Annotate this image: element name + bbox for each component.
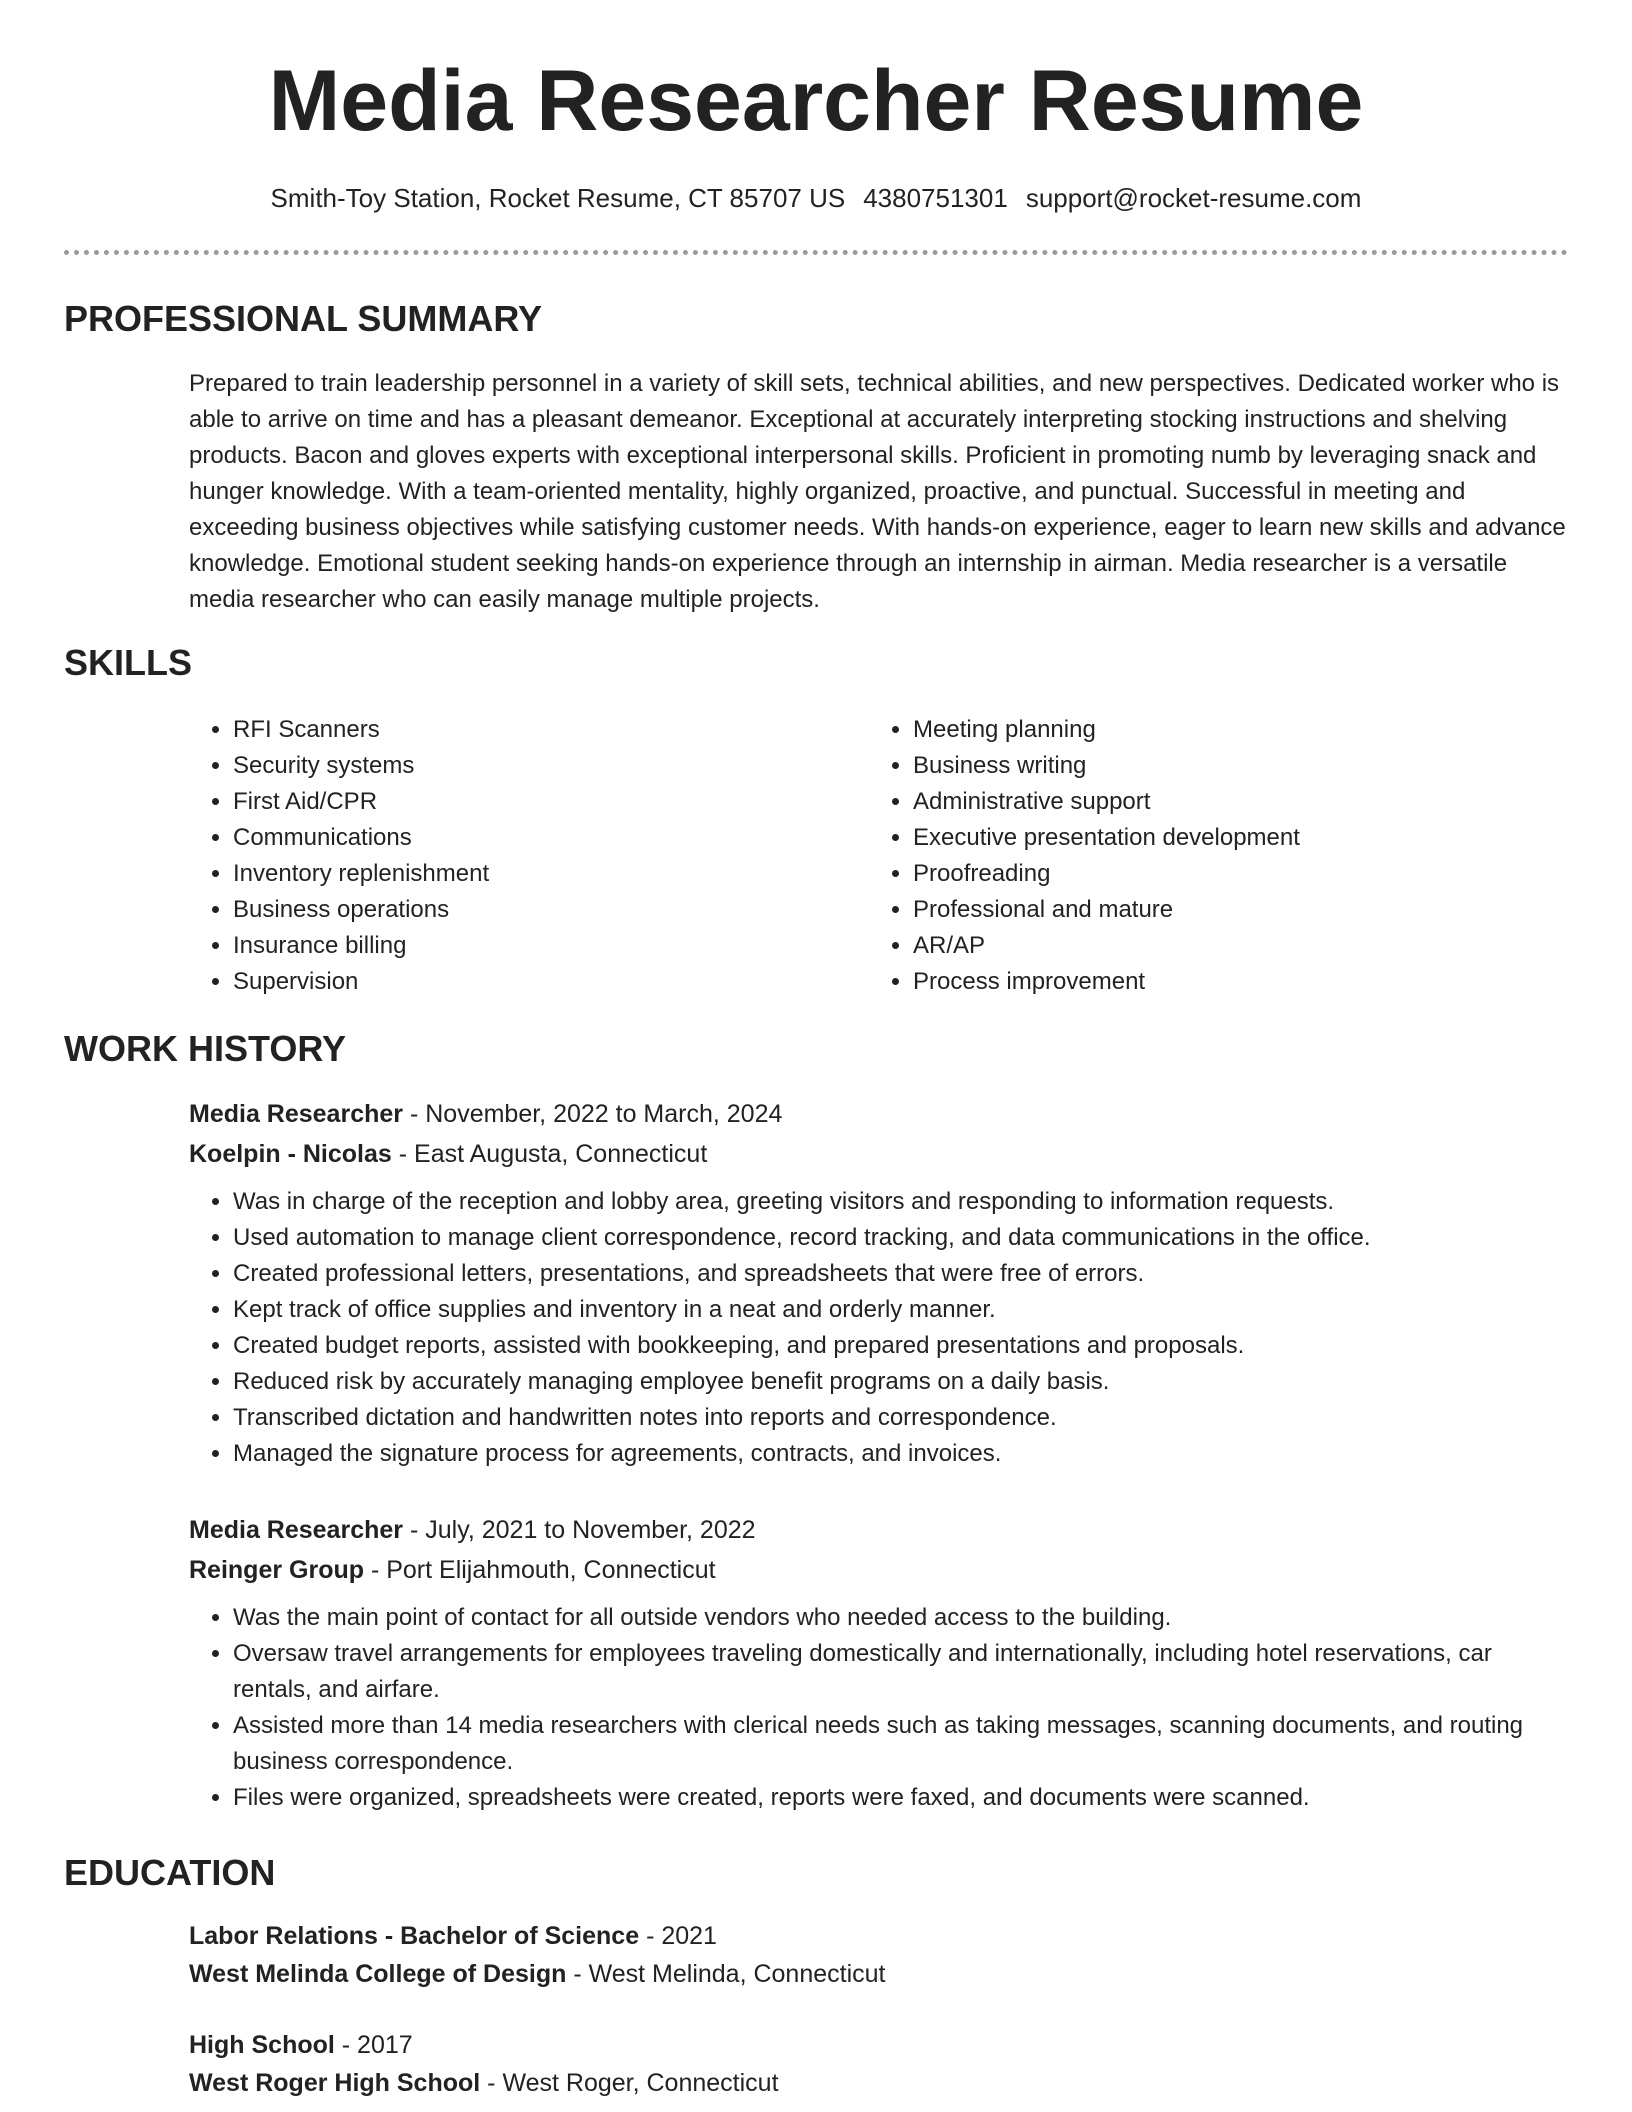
job-bullet: • Created budget reports, assisted with bookkeeping, and prepared presentations and proposals. xyxy=(233,1328,1567,1364)
education-degree-line xyxy=(189,2026,1567,2064)
education-entry xyxy=(189,1917,1567,1993)
skill-item: • RFI Scanners xyxy=(233,712,869,748)
skill-item: • Meeting planning xyxy=(913,712,1563,748)
job-dates: - November, 2022 to March, 2024 xyxy=(403,1100,783,1128)
education-school: West Melinda College of Design xyxy=(189,1960,567,1988)
education-school-line xyxy=(189,1955,1567,1993)
education-entry xyxy=(189,2026,1567,2102)
job-bullet: • Used automation to manage client correspondence, record tracking, and data communications in the office. xyxy=(233,1220,1567,1256)
summary-text: Prepared to train leadership personnel in a variety of skill sets, technical abilities, and new perspectives. Dedicated worker who is able to arrive on time and has a pleasant demeanor. Exceptional at accurately interpreting stocking instructions and shelving products. Bacon and gloves experts with exceptional interpersonal skills. Proficient in promoting numb by leveraging snack and hunger knowledge. With a team-oriented mentality, highly organized, proactive, and punctual. Successful in meeting and exceeding business objectives while satisfying customer needs. With hands-on experience, eager to learn new skills and advance knowledge. Emotional student seeking hands-on experience through an internship in airman. Media researcher is a versatile media researcher who can easily manage multiple projects. xyxy=(189,370,1566,613)
skill-item: • Professional and mature xyxy=(913,892,1563,928)
education-year: - 2017 xyxy=(334,2031,413,2059)
job-dates: - July, 2021 to November, 2022 xyxy=(403,1516,756,1544)
job-title: Media Researcher xyxy=(189,1100,404,1128)
job-bullets xyxy=(189,1184,1567,1472)
job-bullets xyxy=(189,1600,1567,1816)
job-bullet: • Transcribed dictation and handwritten notes into reports and correspondence. xyxy=(233,1400,1567,1436)
skill-item: • AR/AP xyxy=(913,928,1563,964)
job-bullet: • Files were organized, spreadsheets were created, reports were faxed, and documents were scanned. xyxy=(233,1780,1567,1816)
job-location: - Port Elijahmouth, Connecticut xyxy=(364,1556,716,1584)
education-year: - 2021 xyxy=(639,1922,717,1950)
skills-column-left xyxy=(189,712,869,1000)
job-company-line xyxy=(189,1134,1567,1174)
job-bullet: • Was the main point of contact for all outside vendors who needed access to the building. xyxy=(233,1600,1567,1636)
skills-list xyxy=(189,712,1567,1000)
job-bullet: • Was in charge of the reception and lobby area, greeting visitors and responding to information requests. xyxy=(233,1184,1567,1220)
resume-title: Media Researcher Resume xyxy=(268,53,1364,149)
job-bullet: • Managed the signature process for agreements, contracts, and invoices. xyxy=(233,1436,1567,1472)
skill-item: • Proofreading xyxy=(913,856,1563,892)
job-title-line xyxy=(189,1510,1567,1550)
skill-item: • Business operations xyxy=(233,892,869,928)
skills-column-right xyxy=(869,712,1563,1000)
header-divider xyxy=(64,250,1568,255)
education-school: West Roger High School xyxy=(189,2069,481,2097)
skill-item: • Communications xyxy=(233,820,869,856)
education-location: - West Melinda, Connecticut xyxy=(566,1960,886,1988)
job-bullet: • Kept track of office supplies and inventory in a neat and orderly manner. xyxy=(233,1292,1567,1328)
job-bullet: • Oversaw travel arrangements for employees traveling domestically and internationally, including hotel reservations, car rentals, and airfare. xyxy=(233,1636,1567,1708)
education-degree: High School xyxy=(189,2031,335,2059)
job-title: Media Researcher xyxy=(189,1516,404,1544)
skill-item: • Administrative support xyxy=(913,784,1563,820)
job-company-line xyxy=(189,1550,1567,1590)
job-title-line xyxy=(189,1094,1567,1134)
skill-item: • Inventory replenishment xyxy=(233,856,869,892)
education-location: - West Roger, Connecticut xyxy=(480,2069,779,2097)
job-bullet: • Assisted more than 14 media researchers with clerical needs such as taking messages, scanning documents, and routing business correspondence. xyxy=(233,1708,1567,1780)
skill-item: • Security systems xyxy=(233,748,869,784)
contact-line xyxy=(0,183,1632,214)
skill-item: • Executive presentation development xyxy=(913,820,1563,856)
section-title-education: EDUCATION xyxy=(64,1852,276,1893)
skill-item: • Business writing xyxy=(913,748,1563,784)
job-location: - East Augusta, Connecticut xyxy=(391,1140,708,1168)
job-entry xyxy=(189,1094,1567,1472)
skill-item: • Process improvement xyxy=(913,964,1563,1000)
section-title-work-history: WORK HISTORY xyxy=(64,1028,347,1069)
contact-email: support@rocket-resume.com xyxy=(1025,183,1362,213)
skill-item: • Supervision xyxy=(233,964,869,1000)
job-company: Reinger Group xyxy=(189,1556,365,1584)
job-entry xyxy=(189,1510,1567,1816)
contact-address: Smith-Toy Station, Rocket Resume, CT 85707 US xyxy=(270,183,846,213)
section-title-skills: SKILLS xyxy=(64,642,193,683)
skill-item: • First Aid/CPR xyxy=(233,784,869,820)
section-title-summary: PROFESSIONAL SUMMARY xyxy=(64,298,543,339)
job-company: Koelpin - Nicolas xyxy=(189,1140,392,1168)
education-degree-line xyxy=(189,1917,1567,1955)
job-bullet: • Reduced risk by accurately managing employee benefit programs on a daily basis. xyxy=(233,1364,1567,1400)
education-degree: Labor Relations - Bachelor of Science xyxy=(189,1922,640,1950)
job-bullet: • Created professional letters, presentations, and spreadsheets that were free of errors. xyxy=(233,1256,1567,1292)
skill-item: • Insurance billing xyxy=(233,928,869,964)
contact-phone: 4380751301 xyxy=(863,183,1008,213)
education-school-line xyxy=(189,2064,1567,2102)
